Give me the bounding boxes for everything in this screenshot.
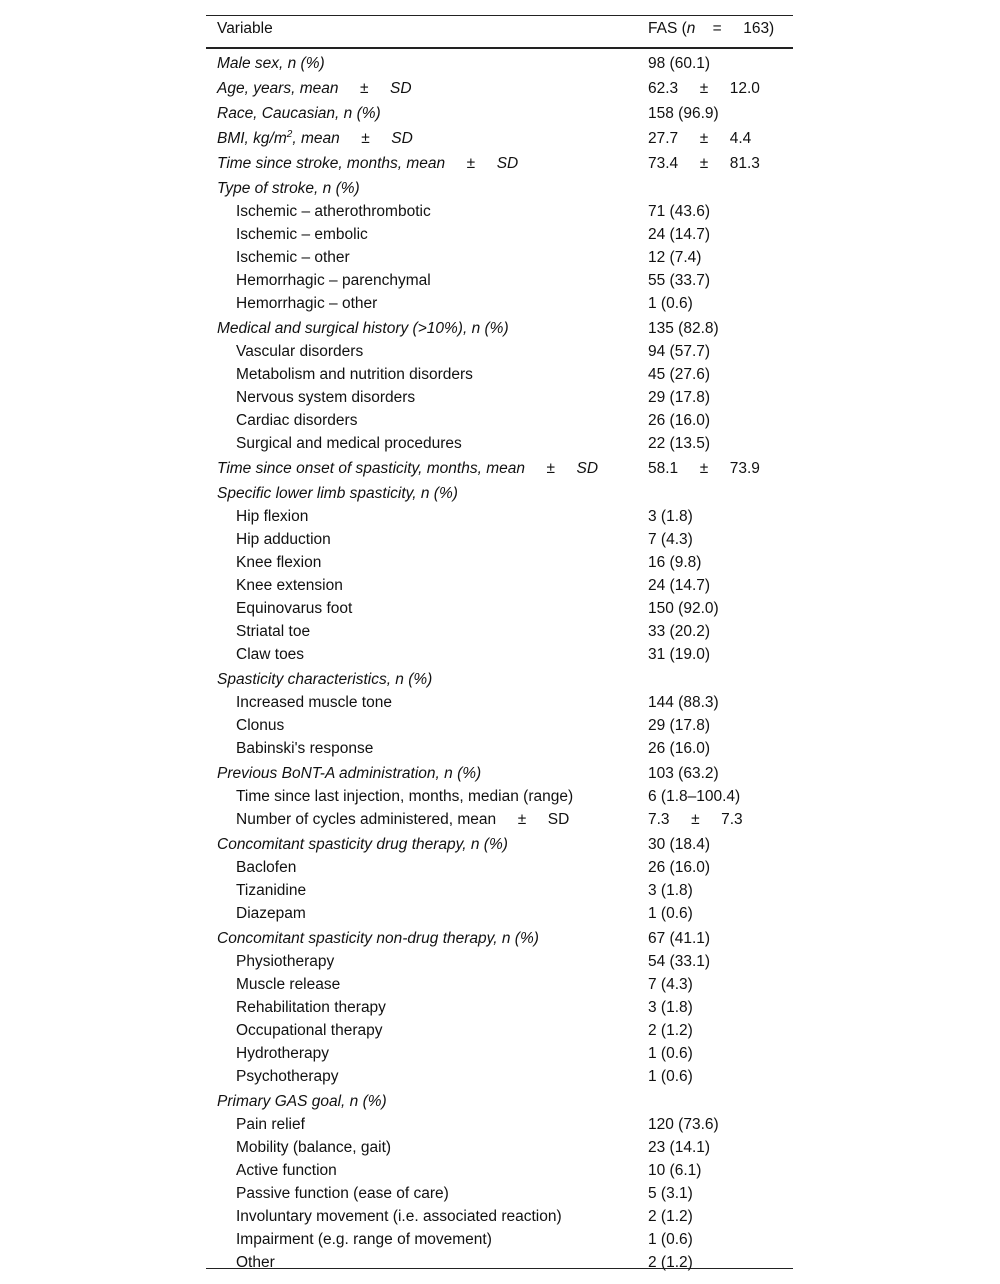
table-row-category	[206, 669, 793, 691]
row-label: Baclofen	[236, 859, 297, 876]
row-value: 71 (43.6)	[648, 203, 711, 220]
row-label: Knee extension	[236, 577, 343, 594]
table-header-row	[206, 20, 793, 42]
table-row-subitem	[206, 974, 793, 996]
row-value: 16 (9.8)	[648, 554, 702, 571]
row-label: Surgical and medical procedures	[236, 435, 462, 452]
table-row-subitem	[206, 1043, 793, 1065]
row-label: Other	[236, 1254, 275, 1271]
table-row-category	[206, 928, 793, 950]
row-label: Passive function (ease of care)	[236, 1185, 449, 1202]
table-row-category	[206, 483, 793, 505]
table-row-subitem	[206, 786, 793, 808]
row-label: Hemorrhagic – parenchymal	[236, 272, 431, 289]
row-value: 58.1 ± 73.9	[648, 460, 760, 477]
row-value: 1 (0.6)	[648, 295, 693, 312]
table-row-category	[206, 103, 793, 125]
table-row-subitem	[206, 809, 793, 831]
row-label: Male sex, n (%)	[217, 55, 325, 72]
row-label: Time since last injection, months, median (range)	[236, 788, 574, 805]
row-value: 103 (63.2)	[648, 765, 719, 782]
table-row-category	[206, 834, 793, 856]
row-label: Type of stroke, n (%)	[217, 180, 360, 197]
row-label: Time since onset of spasticity, months, mean ± SD	[217, 460, 599, 477]
header-variable: Variable	[217, 20, 273, 37]
table-row-category	[206, 128, 793, 150]
table-row-subitem	[206, 951, 793, 973]
row-value: 29 (17.8)	[648, 389, 711, 406]
row-label: Previous BoNT-A administration, n (%)	[217, 765, 482, 782]
row-value: 24 (14.7)	[648, 226, 711, 243]
row-value: 10 (6.1)	[648, 1162, 702, 1179]
row-label: Ischemic – atherothrombotic	[236, 203, 431, 220]
row-label: Age, years, mean ± SD	[217, 80, 412, 97]
row-value: 7 (4.3)	[648, 531, 693, 548]
table-row-subitem	[206, 575, 793, 597]
row-label: Involuntary movement (i.e. associated reaction)	[236, 1208, 562, 1225]
row-value: 5 (3.1)	[648, 1185, 693, 1202]
row-value: 1 (0.6)	[648, 905, 693, 922]
row-value: 135 (82.8)	[648, 320, 719, 337]
row-label: Number of cycles administered, mean ± SD	[236, 811, 570, 828]
table-row-subitem	[206, 1206, 793, 1228]
row-value: 26 (16.0)	[648, 740, 711, 757]
row-label: Active function	[236, 1162, 337, 1179]
table-row-subitem	[206, 270, 793, 292]
table-row-subitem	[206, 1160, 793, 1182]
table-row-subitem	[206, 410, 793, 432]
row-value: 3 (1.8)	[648, 999, 693, 1016]
row-label: Muscle release	[236, 976, 341, 993]
table-row-subitem	[206, 364, 793, 386]
table-row-category	[206, 458, 793, 480]
row-value: 26 (16.0)	[648, 412, 711, 429]
table-row-subitem	[206, 997, 793, 1019]
table-bottom-rule	[206, 1268, 793, 1269]
table-row-subitem	[206, 201, 793, 223]
table-row-subitem	[206, 529, 793, 551]
row-label: Equinovarus foot	[236, 600, 353, 617]
row-value: 22 (13.5)	[648, 435, 711, 452]
row-label: Psychotherapy	[236, 1068, 339, 1085]
table-row-subitem	[206, 738, 793, 760]
row-value: 33 (20.2)	[648, 623, 711, 640]
row-label: Pain relief	[236, 1116, 305, 1133]
table-row-subitem	[206, 433, 793, 455]
row-label: Spasticity characteristics, n (%)	[217, 671, 433, 688]
table-row-subitem	[206, 1020, 793, 1042]
row-value: 1 (0.6)	[648, 1231, 693, 1248]
table-row-subitem	[206, 506, 793, 528]
row-label: Physiotherapy	[236, 953, 335, 970]
row-label-text-after: , mean ± SD	[292, 130, 413, 147]
row-label: Specific lower limb spasticity, n (%)	[217, 485, 458, 502]
table-row-subitem	[206, 1229, 793, 1251]
row-value: 2 (1.2)	[648, 1254, 693, 1271]
row-label: Medical and surgical history (>10%), n (%)	[217, 320, 509, 337]
row-value: 73.4 ± 81.3	[648, 155, 760, 172]
row-label: Time since stroke, months, mean ± SD	[217, 155, 519, 172]
row-value: 2 (1.2)	[648, 1022, 693, 1039]
row-label: Hydrotherapy	[236, 1045, 330, 1062]
row-value: 29 (17.8)	[648, 717, 711, 734]
row-value: 26 (16.0)	[648, 859, 711, 876]
row-label: Nervous system disorders	[236, 389, 416, 406]
row-value: 30 (18.4)	[648, 836, 711, 853]
table-row-subitem	[206, 692, 793, 714]
row-value: 158 (96.9)	[648, 105, 719, 122]
row-label-text: BMI, kg/m	[217, 130, 287, 147]
row-label: Concomitant spasticity drug therapy, n (%)	[217, 836, 508, 853]
row-label: Metabolism and nutrition disorders	[236, 366, 473, 383]
row-label: Vascular disorders	[236, 343, 364, 360]
table-row-subitem	[206, 598, 793, 620]
row-value: 94 (57.7)	[648, 343, 711, 360]
row-value: 31 (19.0)	[648, 646, 711, 663]
table-row-subitem	[206, 387, 793, 409]
row-label: Primary GAS goal, n (%)	[217, 1093, 387, 1110]
header-fas-n: n	[686, 20, 696, 37]
row-value: 27.7 ± 4.4	[648, 130, 752, 147]
row-value: 23 (14.1)	[648, 1139, 711, 1156]
table-top-rule	[206, 15, 793, 16]
row-label: Ischemic – other	[236, 249, 350, 266]
row-label: Hemorrhagic – other	[236, 295, 378, 312]
table-row-category	[206, 78, 793, 100]
table-row-subitem	[206, 293, 793, 315]
table-row-subitem	[206, 903, 793, 925]
row-label: Claw toes	[236, 646, 305, 663]
table-row-subitem	[206, 1066, 793, 1088]
row-value: 7.3 ± 7.3	[648, 811, 743, 828]
row-value: 1 (0.6)	[648, 1068, 693, 1085]
table-row-category	[206, 53, 793, 75]
table-row-subitem	[206, 1183, 793, 1205]
table-row-subitem	[206, 715, 793, 737]
row-value: 2 (1.2)	[648, 1208, 693, 1225]
row-label: Striatal toe	[236, 623, 311, 640]
row-value: 120 (73.6)	[648, 1116, 719, 1133]
table-row-subitem	[206, 224, 793, 246]
table-row-category	[206, 763, 793, 785]
row-value: 3 (1.8)	[648, 882, 693, 899]
row-label: Babinski's response	[236, 740, 374, 757]
table-row-subitem	[206, 552, 793, 574]
row-value: 54 (33.1)	[648, 953, 711, 970]
table-header-rule	[206, 47, 793, 49]
row-value: 7 (4.3)	[648, 976, 693, 993]
row-value: 55 (33.7)	[648, 272, 711, 289]
table-row-subitem	[206, 247, 793, 269]
header-fas	[648, 20, 774, 38]
table-row-category	[206, 318, 793, 340]
row-label: Hip adduction	[236, 531, 331, 548]
table-row-subitem	[206, 1252, 793, 1274]
table-row-subitem	[206, 1114, 793, 1136]
row-value: 150 (92.0)	[648, 600, 719, 617]
row-label: Concomitant spasticity non-drug therapy, n (%)	[217, 930, 539, 947]
row-label: Clonus	[236, 717, 285, 734]
table-row-subitem	[206, 621, 793, 643]
table-row-subitem	[206, 857, 793, 879]
table-row-subitem	[206, 880, 793, 902]
table-row-category	[206, 1091, 793, 1113]
row-label-superscript: 2	[286, 128, 293, 140]
header-fas-prefix: FAS (	[648, 20, 687, 37]
row-value: 45 (27.6)	[648, 366, 711, 383]
row-label	[217, 128, 413, 150]
row-value: 6 (1.8–100.4)	[648, 788, 741, 805]
row-label: Tizanidine	[236, 882, 307, 899]
row-value: 3 (1.8)	[648, 508, 693, 525]
row-label: Increased muscle tone	[236, 694, 392, 711]
table-row-category	[206, 178, 793, 200]
row-label: Mobility (balance, gait)	[236, 1139, 392, 1156]
table-row-category	[206, 153, 793, 175]
row-label: Ischemic – embolic	[236, 226, 368, 243]
header-fas-suffix: = 163)	[695, 20, 775, 37]
row-label: Knee flexion	[236, 554, 322, 571]
row-label: Occupational therapy	[236, 1022, 383, 1039]
row-label: Impairment (e.g. range of movement)	[236, 1231, 492, 1248]
row-label: Cardiac disorders	[236, 412, 358, 429]
row-value: 144 (88.3)	[648, 694, 719, 711]
row-label: Diazepam	[236, 905, 306, 922]
row-value: 1 (0.6)	[648, 1045, 693, 1062]
row-value: 62.3 ± 12.0	[648, 80, 760, 97]
row-label: Hip flexion	[236, 508, 309, 525]
row-value: 67 (41.1)	[648, 930, 711, 947]
row-value: 98 (60.1)	[648, 55, 711, 72]
row-label: Race, Caucasian, n (%)	[217, 105, 381, 122]
row-label: Rehabilitation therapy	[236, 999, 386, 1016]
table-row-subitem	[206, 644, 793, 666]
row-value: 12 (7.4)	[648, 249, 702, 266]
table-row-subitem	[206, 1137, 793, 1159]
table-row-subitem	[206, 341, 793, 363]
row-value: 24 (14.7)	[648, 577, 711, 594]
